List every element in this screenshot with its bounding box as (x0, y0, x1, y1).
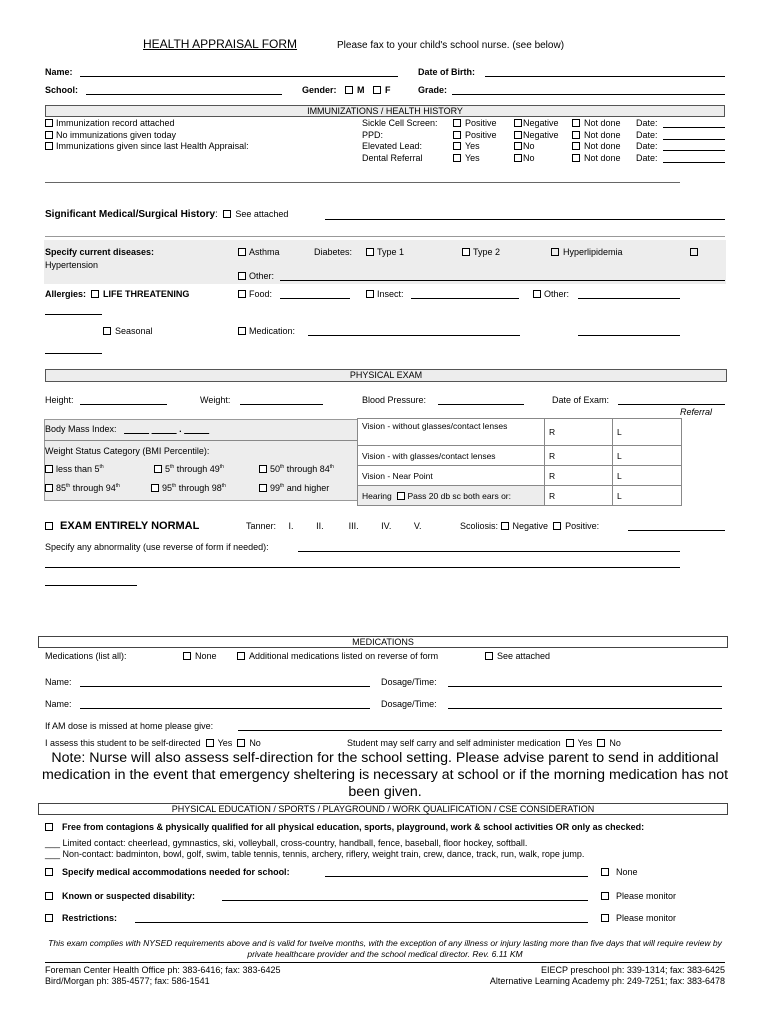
checkbox-icon[interactable] (514, 154, 522, 162)
ala-contact: Alternative Learning Academy ph: 249-7251; fax: 383-6478 (489, 976, 725, 986)
test-label: Elevated Lead: (362, 141, 423, 151)
bird-contact: Bird/Morgan ph: 385-4577; fax: 586-1541 (45, 976, 210, 986)
weight-status-label: Weight Status Category (BMI Percentile): (45, 446, 210, 456)
test-option-b[interactable]: No (514, 153, 535, 163)
test-label: PPD: (362, 130, 384, 140)
test-option-c[interactable]: Not done (572, 141, 621, 151)
test-date-label: Date: (636, 130, 658, 140)
gender-label: Gender: M F (302, 85, 391, 95)
medication-allergy-option[interactable]: Medication: (238, 326, 295, 336)
nurse-note: Note: Nurse will also assess self-direction for the school setting. Please advise parent to send in additional medication in the event that emergency sheltering is necessary at school or if the morning medication has not been given. (41, 750, 729, 800)
test-option-a[interactable]: Positive (453, 130, 497, 140)
self-directed-no-checkbox[interactable] (237, 739, 245, 747)
med-name-field[interactable] (80, 708, 370, 709)
abnormality-field-3[interactable] (45, 585, 137, 586)
test-option-c[interactable]: Not done (572, 153, 621, 163)
table-row: Vision - Near Point R L (358, 466, 682, 486)
vision-r-cell[interactable]: R (545, 466, 613, 486)
checkbox-icon[interactable] (453, 119, 461, 127)
allergy-other-field[interactable] (578, 298, 680, 299)
allergies-extra-line[interactable] (45, 314, 102, 315)
bmi-99-option[interactable]: 99th and higher (259, 483, 329, 493)
table-row: Vision - without glasses/contact lenses R L (358, 419, 682, 446)
scoliosis-positive-checkbox[interactable] (553, 522, 561, 530)
scoliosis-field[interactable] (628, 530, 725, 531)
accommodations-field[interactable] (325, 876, 588, 877)
name-field[interactable] (80, 76, 398, 77)
bmi-label: Body Mass Index: . (45, 424, 182, 434)
school-field[interactable] (86, 94, 282, 95)
test-date-field[interactable] (663, 139, 725, 140)
restrictions-field[interactable] (135, 922, 588, 923)
bmi-85-94-option[interactable]: 85th through 94th (45, 483, 120, 493)
insect-option[interactable]: Insect: (366, 289, 404, 299)
asthma-option[interactable]: Asthma (238, 247, 280, 257)
test-label: Dental Referral (362, 153, 423, 163)
type1-option[interactable]: Type 1 (366, 247, 404, 257)
immunization-item[interactable]: Immunization record attached (45, 118, 175, 128)
vision-l-cell[interactable]: L (613, 466, 682, 486)
food-option[interactable]: Food: (238, 289, 272, 299)
allergy-other-option[interactable]: Other: (533, 289, 569, 299)
test-date-label: Date: (636, 141, 658, 151)
hearing-l-cell[interactable]: L (613, 486, 682, 506)
gender-f-checkbox[interactable] (373, 86, 381, 94)
hearing-pass-checkbox[interactable] (397, 492, 405, 500)
restrictions-monitor-option[interactable]: Please monitor (601, 913, 676, 923)
immunization-item[interactable]: No immunizations given today (45, 130, 176, 140)
immunization-item[interactable]: Immunizations given since last Health Appraisal: (45, 141, 249, 151)
checkbox-icon[interactable] (453, 154, 461, 162)
checkbox-icon[interactable] (572, 142, 580, 150)
history-see-attached-checkbox[interactable] (223, 210, 231, 218)
restrictions-option[interactable]: Restrictions: (45, 913, 117, 923)
hyperlipidemia-option[interactable]: Hyperlipidemia (551, 247, 623, 257)
immunizations-band: IMMUNIZATIONS / HEALTH HISTORY (45, 105, 725, 117)
life-threatening-checkbox[interactable] (91, 290, 99, 298)
disability-monitor-option[interactable]: Please monitor (601, 891, 676, 901)
test-option-c[interactable]: Not done (572, 118, 621, 128)
scoliosis-negative-checkbox[interactable] (501, 522, 509, 530)
form-subtitle: Please fax to your child's school nurse. (see below) (337, 40, 565, 51)
checkbox-icon[interactable] (514, 142, 522, 150)
med-name-label: Name: (45, 699, 72, 709)
test-option-b[interactable]: Negative (514, 118, 559, 128)
bmi-lt5-option[interactable]: less than 5th (45, 464, 104, 474)
med-dosage-label: Dosage/Time: (381, 677, 437, 687)
name-label: Name: (45, 67, 73, 77)
grade-label: Grade: (418, 85, 448, 95)
bmi-divider (44, 440, 358, 441)
checkbox-icon[interactable] (45, 142, 53, 150)
self-directed-yes-checkbox[interactable] (206, 739, 214, 747)
weight-label: Weight: (200, 395, 231, 405)
pe-band: PHYSICAL EDUCATION / SPORTS / PLAYGROUND / WORK QUALIFICATION / CSE CONSIDERATION (38, 803, 728, 815)
test-option-a[interactable]: Yes (453, 141, 480, 151)
non-contact-row[interactable]: ___ Non-contact: badminton, bowl, golf, swim, table tennis, tennis, archery, riflery, weight train, crew, dance, track, run, walk, rope jump. (45, 849, 585, 859)
bmi-50-84-option[interactable]: 50th through 84th (259, 464, 334, 474)
insect-field[interactable] (411, 298, 519, 299)
vision-table (357, 418, 682, 506)
history-row: Significant Medical/Surgical History: See attached (45, 209, 289, 220)
gender-m-checkbox[interactable] (345, 86, 353, 94)
test-date-field[interactable] (663, 162, 725, 163)
vision-l-cell[interactable]: L (613, 446, 682, 466)
dob-label: Date of Birth: (418, 67, 475, 77)
medications-none-option[interactable]: None (183, 651, 217, 661)
scoliosis-row: Scoliosis: Negative Positive: (460, 521, 600, 531)
disability-option[interactable]: Known or suspected disability: (45, 891, 195, 901)
checkbox-icon[interactable] (453, 142, 461, 150)
exam-normal-option[interactable]: EXAM ENTIRELY NORMAL (45, 520, 199, 533)
test-option-a[interactable]: Yes (453, 153, 480, 163)
checkbox-icon[interactable] (45, 131, 53, 139)
disease-other-option[interactable]: Other: (238, 271, 274, 281)
test-option-c[interactable]: Not done (572, 130, 621, 140)
vision-l-cell[interactable]: L (613, 419, 682, 446)
free-contagions-option[interactable]: Free from contagions & physically qualified for all physical education, sports, playground, work & school activities OR only as checked: (45, 822, 644, 832)
checkbox-icon[interactable] (514, 119, 522, 127)
checkbox-icon[interactable] (572, 119, 580, 127)
test-label: Sickle Cell Screen: (362, 118, 438, 128)
exam-date-label: Date of Exam: (552, 395, 610, 405)
accommodations-option[interactable]: Specify medical accommodations needed for school: (45, 867, 290, 877)
hearing-r-cell[interactable]: R (545, 486, 613, 506)
test-date-field[interactable] (663, 150, 725, 151)
form-title: HEALTH APPRAISAL FORM (143, 37, 298, 51)
height-label: Height: (45, 395, 74, 405)
allergies-extra-line-2[interactable] (45, 353, 102, 354)
exam-date-field[interactable] (618, 404, 725, 405)
history-field[interactable] (325, 219, 725, 220)
self-carry-yes-checkbox[interactable] (566, 739, 574, 747)
history-field-2[interactable] (45, 236, 725, 237)
abnormality-field[interactable] (298, 551, 680, 552)
table-row: Hearing Pass 20 db sc both ears or: R L (358, 486, 682, 506)
bp-label: Blood Pressure: (362, 395, 427, 405)
self-carry-row: Student may self carry and self administer medication Yes No (347, 738, 621, 748)
medications-band: MEDICATIONS (38, 636, 728, 648)
seasonal-option[interactable]: Seasonal (103, 326, 153, 336)
test-date-field[interactable] (663, 127, 725, 128)
med-name-field[interactable] (80, 686, 370, 687)
self-carry-no-checkbox[interactable] (597, 739, 605, 747)
checkbox-icon[interactable] (572, 154, 580, 162)
test-date-label: Date: (636, 118, 658, 128)
vision-r-cell[interactable]: R (545, 446, 613, 466)
am-dose-field[interactable] (238, 730, 722, 731)
vision-r-cell[interactable]: R (545, 419, 613, 446)
seasonal-extra-line[interactable] (578, 335, 680, 336)
checkbox-icon[interactable] (453, 131, 461, 139)
abnormality-field-2[interactable] (45, 567, 680, 568)
medication-allergy-field[interactable] (308, 335, 520, 336)
hypertension-checkbox[interactable] (690, 247, 702, 257)
checkbox-icon[interactable] (572, 131, 580, 139)
footer-divider (45, 962, 725, 963)
checkbox-icon[interactable] (45, 119, 53, 127)
grade-field[interactable] (452, 94, 725, 95)
tanner-row: Tanner: I. II. III. IV. V. (246, 521, 422, 531)
am-dose-label: If AM dose is missed at home please give: (45, 721, 214, 731)
immunizations-notes-line[interactable] (45, 182, 680, 183)
checkbox-icon[interactable] (514, 131, 522, 139)
bp-field[interactable] (438, 404, 524, 405)
disease-other-field[interactable] (280, 280, 725, 281)
test-option-b[interactable]: Negative (514, 130, 559, 140)
type2-option[interactable]: Type 2 (462, 247, 500, 257)
dob-field[interactable] (485, 76, 725, 77)
med-dosage-label: Dosage/Time: (381, 699, 437, 709)
disability-field[interactable] (222, 900, 588, 901)
abnormality-label: Specify any abnormality (use reverse of form if needed): (45, 542, 269, 552)
med-dosage-field[interactable] (448, 686, 722, 687)
bmi-5-49-option[interactable]: 5th through 49th (154, 464, 224, 474)
medications-see-attached-option[interactable]: See attached (485, 651, 550, 661)
med-name-label: Name: (45, 677, 72, 687)
test-date-label: Date: (636, 153, 658, 163)
eiecp-contact: EIECP preschool ph: 339-1314; fax: 383-6425 (541, 965, 725, 975)
test-option-a[interactable]: Positive (453, 118, 497, 128)
medications-list-label: Medications (list all): (45, 651, 127, 661)
accommodations-none-option[interactable]: None (601, 867, 638, 877)
referral-label: Referral (680, 407, 713, 417)
hypertension-label: Hypertension (45, 260, 99, 270)
allergies-label: Allergies: LIFE THREATENING (45, 289, 190, 299)
height-field[interactable] (80, 404, 167, 405)
physical-exam-band: PHYSICAL EXAM (45, 369, 727, 382)
test-option-b[interactable]: No (514, 141, 535, 151)
food-field[interactable] (280, 298, 350, 299)
weight-field[interactable] (240, 404, 323, 405)
bmi-95-98-option[interactable]: 95th through 98th (151, 483, 226, 493)
compliance-note: This exam complies with NYSED requirements above and is valid for twelve months, with the exception of any illness or injury lasting more than five days that will require review by private healthcare provider and the school medical director. Rev. 6.11 KM (48, 938, 722, 959)
table-row: Vision - with glasses/contact lenses R L (358, 446, 682, 466)
limited-contact-row[interactable]: ___ Limited contact: cheerlead, gymnastics, ski, volleyball, cross-country, handball, fence, baseball, floor hockey, softball. (45, 838, 528, 848)
diabetes-label: Diabetes: (314, 247, 353, 257)
foreman-contact: Foreman Center Health Office ph: 383-6416; fax: 383-6425 (45, 965, 281, 975)
diseases-label: Specify current diseases: (45, 247, 155, 257)
self-directed-row: I assess this student to be self-directed Yes No (45, 738, 261, 748)
med-dosage-field[interactable] (448, 708, 722, 709)
school-label: School: (45, 85, 78, 95)
medications-additional-option[interactable]: Additional medications listed on reverse of form (237, 651, 438, 661)
